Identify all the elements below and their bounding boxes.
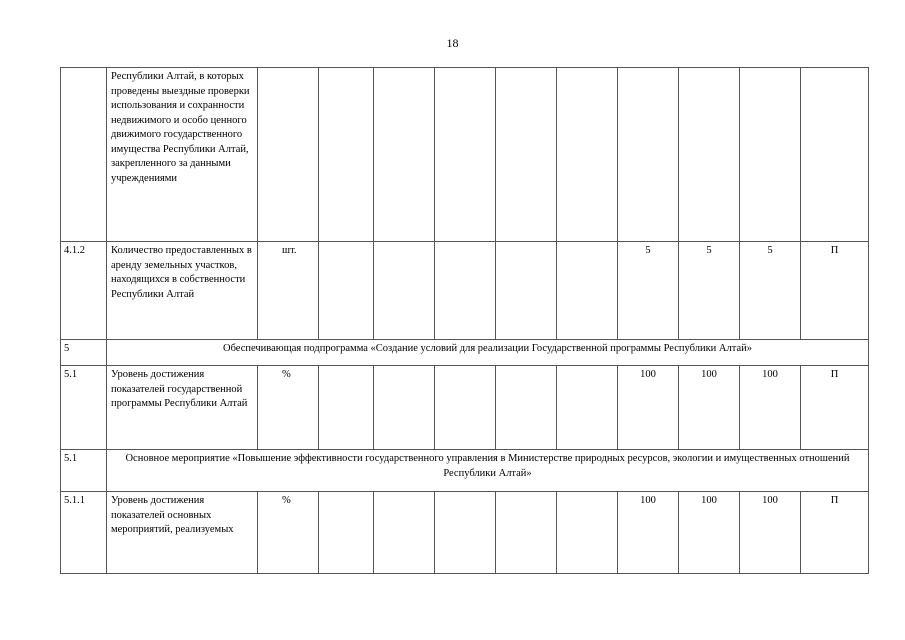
value-cell: 100 bbox=[740, 492, 801, 574]
subprogram-title: Обеспечивающая подпрограмма «Создание условий для реализации Государственной программы Республики Алтай» bbox=[107, 340, 869, 366]
value-cell: 100 bbox=[679, 366, 740, 450]
unit-cell: шт. bbox=[258, 242, 319, 340]
unit-cell bbox=[258, 68, 319, 242]
unit-cell: % bbox=[258, 366, 319, 450]
value-cell bbox=[319, 242, 374, 340]
value-cell bbox=[374, 242, 435, 340]
row-code bbox=[61, 68, 107, 242]
row-code: 5.1 bbox=[61, 366, 107, 450]
value-cell: П bbox=[801, 492, 869, 574]
indicator-name: Республики Алтай, в которых проведены выездные проверки использования и сохранности недвижимого и особо ценного движимого государственного имущества Республики Алтай, закрепленного за данными учреждениями bbox=[107, 68, 258, 242]
table-row bbox=[61, 242, 869, 340]
value-cell: 100 bbox=[618, 366, 679, 450]
value-cell bbox=[557, 68, 618, 242]
value-cell bbox=[319, 366, 374, 450]
table-row bbox=[61, 366, 869, 450]
row-code: 4.1.2 bbox=[61, 242, 107, 340]
value-cell bbox=[374, 68, 435, 242]
row-code: 5.1.1 bbox=[61, 492, 107, 574]
value-cell bbox=[679, 68, 740, 242]
value-cell bbox=[435, 68, 496, 242]
value-cell: 100 bbox=[618, 492, 679, 574]
value-cell: 5 bbox=[740, 242, 801, 340]
value-cell: П bbox=[801, 242, 869, 340]
unit-cell: % bbox=[258, 492, 319, 574]
value-cell: 100 bbox=[740, 366, 801, 450]
value-cell bbox=[374, 492, 435, 574]
value-cell bbox=[618, 68, 679, 242]
table-row bbox=[61, 68, 869, 242]
value-cell bbox=[319, 68, 374, 242]
indicators-table bbox=[60, 67, 869, 574]
indicator-name: Уровень достижения показателей основных мероприятий, реализуемых bbox=[107, 492, 258, 574]
value-cell bbox=[319, 492, 374, 574]
value-cell bbox=[435, 492, 496, 574]
indicator-name: Количество предоставленных в аренду земельных участков, находящихся в собственности Республики Алтай bbox=[107, 242, 258, 340]
value-cell: 5 bbox=[679, 242, 740, 340]
value-cell bbox=[801, 68, 869, 242]
value-cell bbox=[496, 242, 557, 340]
indicator-name: Уровень достижения показателей государственной программы Республики Алтай bbox=[107, 366, 258, 450]
value-cell bbox=[435, 366, 496, 450]
value-cell bbox=[557, 492, 618, 574]
value-cell bbox=[557, 366, 618, 450]
value-cell bbox=[496, 68, 557, 242]
table-row bbox=[61, 450, 869, 492]
value-cell: П bbox=[801, 366, 869, 450]
value-cell bbox=[557, 242, 618, 340]
page-number: 18 bbox=[446, 36, 459, 50]
table-row bbox=[61, 492, 869, 574]
row-code: 5 bbox=[61, 340, 107, 366]
value-cell: 5 bbox=[618, 242, 679, 340]
value-cell: 100 bbox=[679, 492, 740, 574]
value-cell bbox=[740, 68, 801, 242]
value-cell bbox=[435, 242, 496, 340]
value-cell bbox=[374, 366, 435, 450]
value-cell bbox=[496, 366, 557, 450]
row-code: 5.1 bbox=[61, 450, 107, 492]
main-activity-title: Основное мероприятие «Повышение эффективности государственного управления в Министерстве природных ресурсов, экологии и имущественных отношений Республики Алтай» bbox=[107, 450, 869, 492]
table-row bbox=[61, 340, 869, 366]
value-cell bbox=[496, 492, 557, 574]
